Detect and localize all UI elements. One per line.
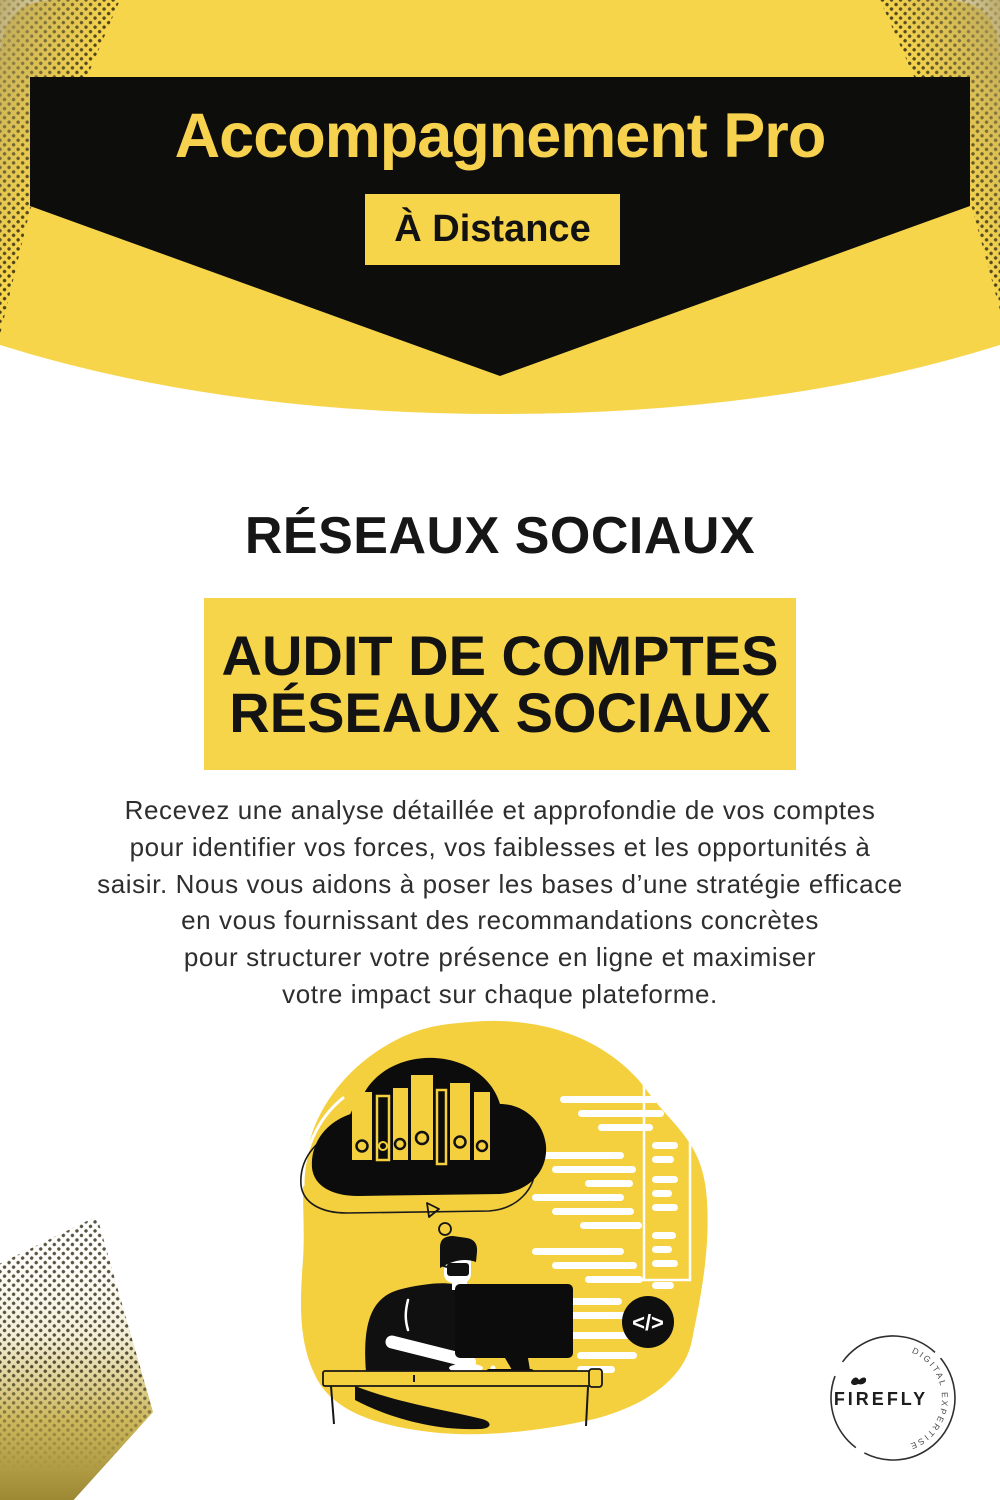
svg-text:</>: </>: [632, 1310, 664, 1335]
logo-brand-text: FIREFLY: [833, 1389, 929, 1409]
paragraph-line: pour identifier vos forces, vos faiblesses et les opportunités à: [129, 831, 871, 862]
paragraph-line: pour structurer votre présence en ligne et maximiser: [183, 942, 817, 973]
developer-illustration: [290, 1010, 720, 1490]
moth-icon: [851, 1377, 866, 1385]
section-kicker: RÉSEAUX SOCIAUX: [244, 507, 756, 565]
code-icon: [622, 1296, 674, 1348]
paragraph-line: en vous fournissant des recommandations concrètes: [181, 905, 819, 936]
paragraph-line: saisir. Nous vous aidons à poser les bases d’une stratégie efficace: [97, 868, 903, 899]
header-title: Accompagnement Pro: [174, 101, 826, 171]
highlight-title-box: [204, 598, 796, 770]
header-badge: À Distance: [365, 194, 620, 265]
halftone-corner-bottom-left: [0, 1200, 170, 1500]
paragraph-line: Recevez une analyse détaillée et approfondie de vos comptes: [124, 795, 876, 825]
logo-tagline-text: DIGITAL EXPERTISE: [907, 1345, 951, 1453]
highlight-title-line2: RÉSEAUX SOCIAUX: [229, 681, 771, 744]
highlight-title-line1: AUDIT DE COMPTES: [221, 624, 779, 687]
paragraph-line: votre impact sur chaque plateforme.: [282, 978, 718, 1009]
firefly-logo: [810, 1322, 980, 1487]
description-paragraph: [10, 792, 990, 1013]
